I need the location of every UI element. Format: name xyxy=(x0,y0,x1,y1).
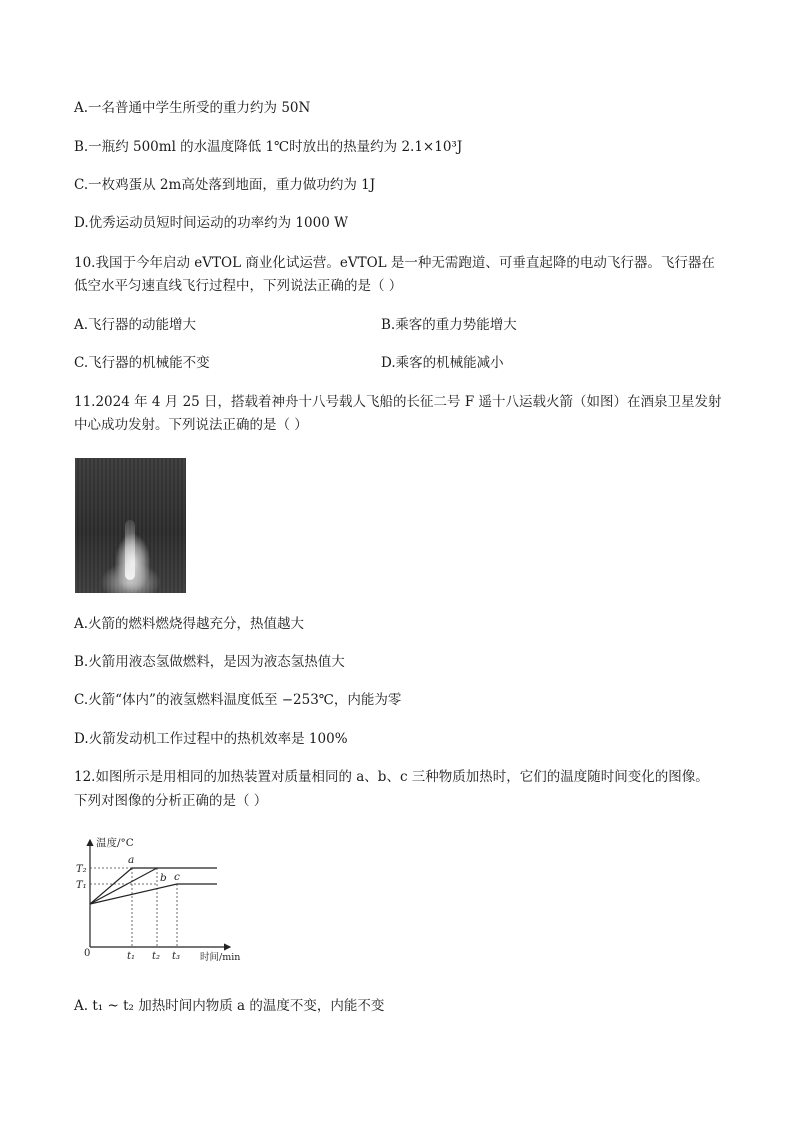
origin-label: 0 xyxy=(84,948,91,959)
q11-option-c: C.火箭“体内”的液氢燃料温度低至 −253℃，内能为零 xyxy=(74,692,402,708)
curve-b-label: b xyxy=(160,872,167,884)
q12-option-a: A. t₁ ~ t₂ 加热时间内物质 a 的温度不变，内能不变 xyxy=(74,998,385,1014)
q10-option-b: B.乘客的重力势能增大 xyxy=(381,317,517,333)
T1-label: T₁ xyxy=(76,880,87,891)
q12-stem-line1: 12.如图所示是用相同的加热装置对质量相同的 a、b、c 三种物质加热时，它们的温度随时间变化的图像。 xyxy=(74,769,709,785)
q10-option-a: A.飞行器的动能增大 xyxy=(74,317,197,333)
q12-stem-line2: 下列对图像的分析正确的是（ ） xyxy=(74,793,268,809)
q11-option-b: B.火箭用液态氢做燃料，是因为液态氢热值大 xyxy=(74,654,345,670)
y-axis-label: 温度/°C xyxy=(96,837,134,849)
curve-a xyxy=(90,868,217,904)
x-axis-label: 时间/min xyxy=(200,952,241,963)
q11-stem-line2: 中心成功发射。下列说法正确的是（ ） xyxy=(74,417,308,433)
curve-a-label: a xyxy=(128,854,135,866)
rocket-plume xyxy=(125,520,135,580)
q9-option-d: D.优秀运动员短时间运动的功率约为 1000 W xyxy=(74,215,348,231)
q9-option-b: B.一瓶约 500ml 的水温度降低 1℃时放出的热量约为 2.1×10³J xyxy=(74,139,463,155)
t2-label: t₂ xyxy=(152,951,161,962)
t1-label: t₁ xyxy=(127,951,136,962)
T2-label: T₂ xyxy=(76,864,87,875)
q9-option-c: C.一枚鸡蛋从 2m高处落到地面，重力做功约为 1J xyxy=(74,177,376,193)
curve-b xyxy=(90,868,157,904)
t3-label: t₃ xyxy=(172,951,181,962)
q11-option-a: A.火箭的燃料燃烧得越充分，热值越大 xyxy=(74,616,305,632)
q10-stem-line1: 10.我国于今年启动 eVTOL 商业化试运营。eVTOL 是一种无需跑道、可垂直起降的电动飞行器。飞行器在 xyxy=(74,255,715,271)
q11-stem-line1: 11.2024 年 4 月 25 日，搭载着神舟十八号载人飞船的长征二号 F 遥十八运载火箭（如图）在酒泉卫星发射 xyxy=(74,394,722,410)
curve-c-label: c xyxy=(174,871,180,883)
q10-option-c: C.飞行器的机械能不变 xyxy=(74,355,210,371)
q10-stem-line2: 低空水平匀速直线飞行过程中，下列说法正确的是（ ） xyxy=(74,278,403,294)
q9-option-a: A.一名普通中学生所受的重力约为 50N xyxy=(74,100,311,116)
temperature-time-graph xyxy=(70,832,255,967)
q11-option-d: D.火箭发动机工作过程中的热机效率是 100% xyxy=(74,731,348,747)
rocket-launch-photo xyxy=(75,458,186,593)
q10-option-d: D.乘客的机械能减小 xyxy=(381,355,504,371)
